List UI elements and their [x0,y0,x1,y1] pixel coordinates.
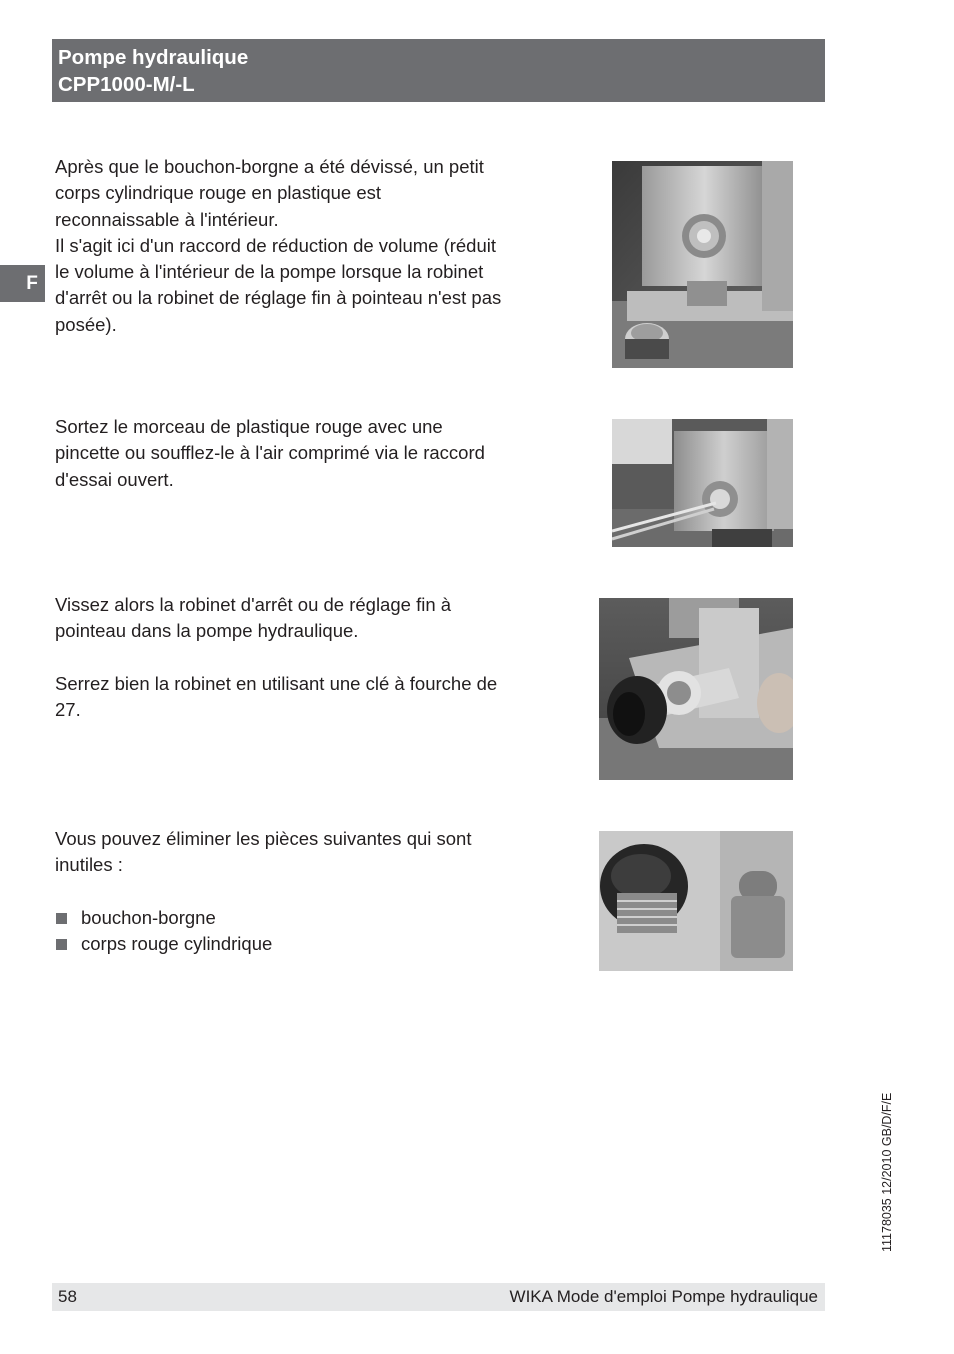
footer-document-title: WIKA Mode d'emploi Pompe hydraulique [509,1287,818,1306]
page-number: 58 [58,1287,77,1306]
header-model: CPP1000-M/-L [58,73,195,96]
step-2-text [55,414,505,493]
section-header [52,39,825,102]
list-item-label: bouchon-borgne [81,906,216,928]
photo-wrench-tightening [599,598,793,780]
bullet-square-icon [56,913,67,924]
photo-tweezers-removal [612,419,793,547]
list-item [55,931,505,957]
paragraph: Vissez alors la robinet d'arrêt ou de réglage fin à pointeau dans la pompe hydraulique. [55,594,452,642]
paragraph: Sortez le morceau de plastique rouge avec une pincette ou soufflez-le à l'air comprimé via le raccord d'essai ouvert. [55,416,485,490]
bullet-square-icon [56,939,67,950]
page-footer [52,1283,825,1311]
header-title: Pompe hydraulique [58,46,249,69]
photo-pump-open-port [612,161,793,368]
photo-removed-parts [599,831,793,971]
list-item-label: corps rouge cylindrique [81,933,273,955]
list-item [55,905,505,931]
paragraph: Serrez bien la robinet en utilisant une clé à fourche de 27. [55,672,498,721]
removable-parts-list [55,905,505,958]
step-4-text [55,826,505,957]
paragraph: Après que le bouchon-borgne a été dévissé, un petit corps cylindrique rouge en plastique est reconnaissable à l'intérieur. [55,156,484,230]
paragraph: Vous pouvez éliminer les pièces suivantes qui sont inutiles : [55,828,472,876]
paragraph: Il s'agit ici d'un raccord de réduction de volume (réduit le volume à l'intérieur de la pompe lorsque la robinet d'arrêt ou la robinet de réglage fin à pointeau n'est pas posée). [55,234,502,335]
step-3-text [55,592,505,723]
language-tab: F [0,265,45,302]
step-1-text [55,154,505,338]
document-reference: 11178035 12/2010 GB/D/F/E [880,1092,894,1252]
